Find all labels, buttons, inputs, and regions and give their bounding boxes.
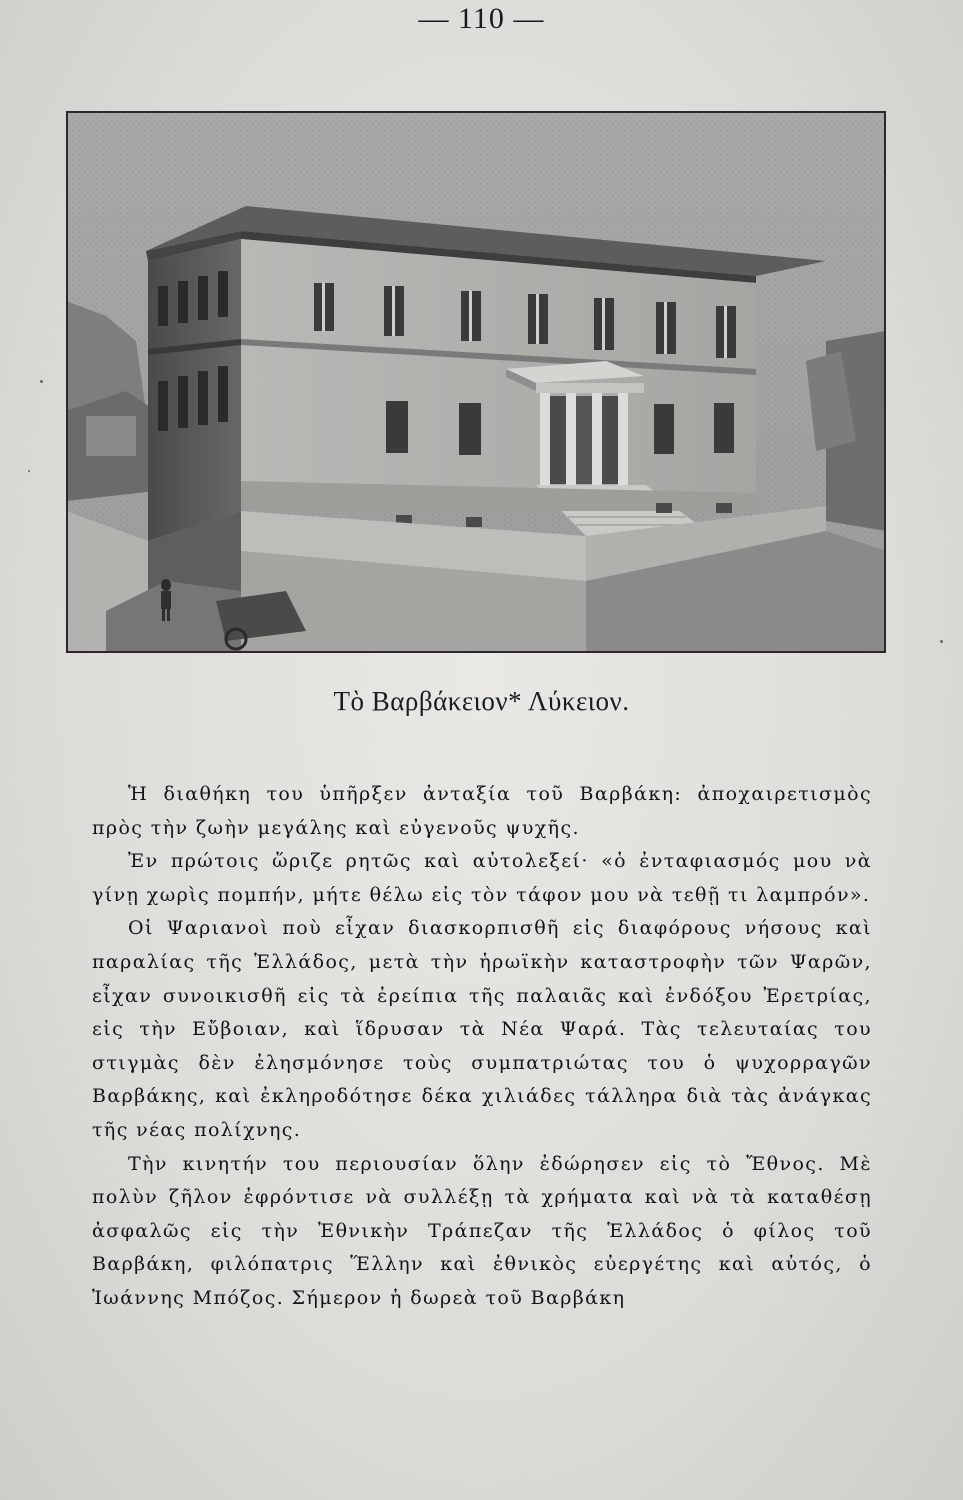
paragraph-2: Ἐν πρώτοις ὥριζε ρητῶς καὶ αὐτολεξεί· «ὁ ἐνταφιασμός μου νὰ γίνῃ χωρὶς πομπήν, μήτε θέλω εἰς τὸν τάφον μου νὰ τεθῇ τι λαμπρόν». <box>92 850 872 906</box>
paragraph-1: Ἡ διαθήκη του ὑπῆρξεν ἀνταξία τοῦ Βαρβάκη: ἀποχαιρετισμὸς πρὸς τὴν ζωὴν μεγάλης καὶ εὐγενοῦς ψυχῆς. <box>92 783 872 839</box>
scan-speck <box>40 380 43 383</box>
paragraph-3: Οἱ Ψαριανοὶ ποὺ εἶχαν διασκορπισθῆ εἰς διαφόρους νήσους καὶ παραλίας τῆς Ἑλλάδος, μετὰ τὴν ἡρωϊκὴν καταστροφὴν τῶν Ψαρῶν, εἶχαν συνοικισθῆ εἰς τὰ ἐρείπια τῆς παλαιᾶς καὶ ἐνδόξου Ἐρετρίας, εἰς τὴν Εὔβοιαν, καὶ ἵδρυσαν τὰ Νέα Ψαρά. Τὰς τελευταίας του στιγμὰς δὲν ἐλησμόνησε τοὺς συμπατριώτας του ὁ ψυχορραγῶν Βαρβάκης, καὶ ἐκληροδότησε δέκα χιλιάδες τάλληρα διὰ τὰς ἀνάγκας τῆς νέας πολίχνης. <box>92 917 872 1141</box>
page-number: — 110 — <box>418 2 545 35</box>
scan-speck <box>940 640 943 643</box>
building-photograph <box>66 111 886 653</box>
paragraph-4: Τὴν κινητήν του περιουσίαν ὅλην ἐδώρησεν εἰς τὸ Ἔθνος. Μὲ πολὺν ζῆλον ἐφρόντισε νὰ συλλέξῃ τὰ χρήματα καὶ νὰ τὰ καταθέσῃ ἀσφαλῶς εἰς τὴν Ἐθνικὴν Τράπεζαν τῆς Ἑλλάδος ὁ φίλος τοῦ Βαρβάκη, φιλόπατρις Ἕλλην καὶ ἐθνικὸς εὐεργέτης καὶ αὐτός, ὁ Ἰωάννης Μπόζος. Σήμερον ἡ δωρεὰ τοῦ Βαρβάκη <box>92 1152 872 1309</box>
figure-caption: Τὸ Βαρβάκειον* Λύκειον. <box>333 686 630 716</box>
scan-speck <box>28 470 30 472</box>
varvakeion-lyceum-illustration <box>66 111 886 653</box>
body-text <box>92 778 872 1316</box>
